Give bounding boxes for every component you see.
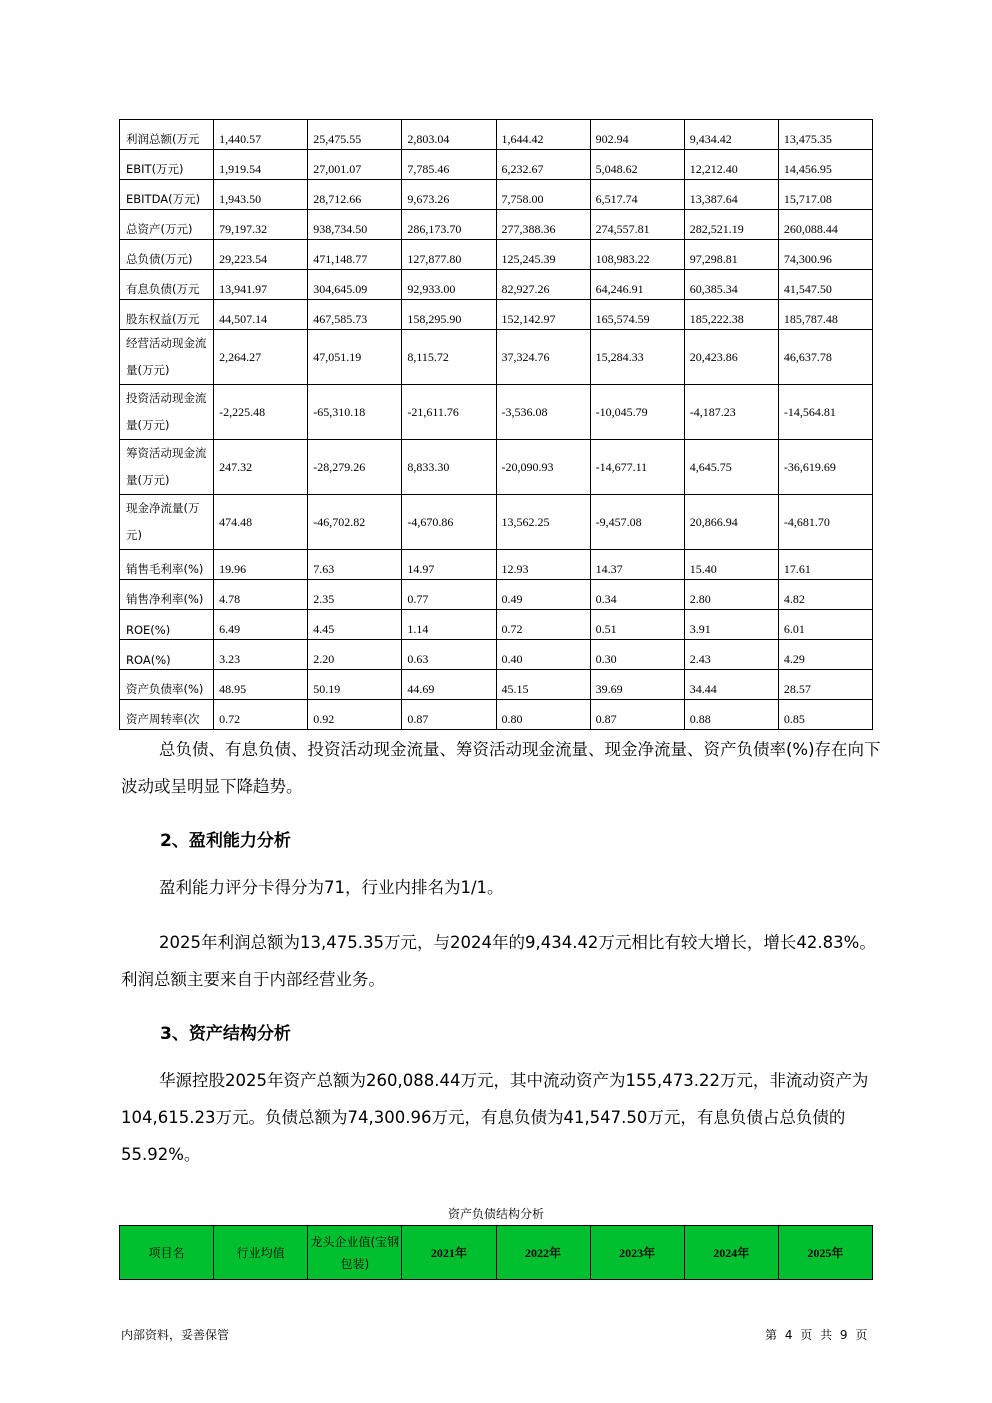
- table-cell: 260,088.44: [778, 210, 872, 240]
- table-cell: 28.57: [778, 670, 872, 700]
- table-cell: -28,279.26: [308, 440, 402, 495]
- header-year-2023: 2023年: [590, 1226, 684, 1280]
- row-label: 总负债(万元): [120, 240, 214, 270]
- table-row: [120, 330, 873, 385]
- table-cell: 0.88: [684, 700, 778, 730]
- balance-structure-table: [119, 1225, 873, 1280]
- table-row: [120, 210, 873, 240]
- table-cell: 2,803.04: [402, 120, 496, 150]
- table-cell: 0.87: [402, 700, 496, 730]
- table-cell: 7.63: [308, 550, 402, 580]
- table-cell: 9,434.42: [684, 120, 778, 150]
- header-item-name: 项目名: [120, 1226, 214, 1280]
- trend-paragraph: 总负债、有息负债、投资活动现金流量、筹资活动现金流量、现金净流量、资产负债率(%)存在向下波动或呈明显下降趋势。: [121, 740, 881, 796]
- table-cell: 6,232.67: [496, 150, 590, 180]
- table-cell: 15,284.33: [590, 330, 684, 385]
- table-cell: 0.72: [214, 700, 308, 730]
- table-cell: 3.91: [684, 610, 778, 640]
- table-cell: 185,222.38: [684, 300, 778, 330]
- header-year-2022: 2022年: [496, 1226, 590, 1280]
- table-cell: 467,585.73: [308, 300, 402, 330]
- table-cell: 2.43: [684, 640, 778, 670]
- profit-detail-paragraph: 2025年利润总额为13,475.35万元，与2024年的9,434.42万元相比有较大增长，增长42.83%。利润总额主要来自于内部经营业务。: [121, 933, 876, 989]
- heading-asset-structure: 3、资产结构分析: [160, 1024, 291, 1044]
- header-year-2025: 2025年: [778, 1226, 872, 1280]
- table-cell: 37,324.76: [496, 330, 590, 385]
- table-row: [120, 550, 873, 580]
- table-row: [120, 300, 873, 330]
- table-cell: 0.72: [496, 610, 590, 640]
- table-row: [120, 150, 873, 180]
- table-cell: 274,557.81: [590, 210, 684, 240]
- row-label: EBIT(万元): [120, 150, 214, 180]
- table-cell: 28,712.66: [308, 180, 402, 210]
- table-cell: 8,833.30: [402, 440, 496, 495]
- table-cell: -14,564.81: [778, 385, 872, 440]
- table-cell: 0.30: [590, 640, 684, 670]
- table-cell: -3,536.08: [496, 385, 590, 440]
- table-cell: 44,507.14: [214, 300, 308, 330]
- row-label: 筹资活动现金流量(万元): [120, 440, 214, 495]
- row-label: 有息负债(万元: [120, 270, 214, 300]
- table-cell: 74,300.96: [778, 240, 872, 270]
- table-cell: 64,246.91: [590, 270, 684, 300]
- table-cell: 902.94: [590, 120, 684, 150]
- table-cell: -2,225.48: [214, 385, 308, 440]
- table-cell: 127,877.80: [402, 240, 496, 270]
- table-cell: 8,115.72: [402, 330, 496, 385]
- table-cell: 4.82: [778, 580, 872, 610]
- table-cell: 0.77: [402, 580, 496, 610]
- table-cell: 5,048.62: [590, 150, 684, 180]
- table-cell: 82,927.26: [496, 270, 590, 300]
- table-cell: 185,787.48: [778, 300, 872, 330]
- table-cell: 125,245.39: [496, 240, 590, 270]
- table-cell: 4.45: [308, 610, 402, 640]
- table-cell: 4.78: [214, 580, 308, 610]
- table-cell: 2.35: [308, 580, 402, 610]
- table-cell: 1.14: [402, 610, 496, 640]
- table-cell: -10,045.79: [590, 385, 684, 440]
- table-cell: 4,645.75: [684, 440, 778, 495]
- table-cell: 97,298.81: [684, 240, 778, 270]
- table-cell: -14,677.11: [590, 440, 684, 495]
- table-cell: 108,983.22: [590, 240, 684, 270]
- header-year-2024: 2024年: [684, 1226, 778, 1280]
- table-cell: 48.95: [214, 670, 308, 700]
- table-cell: -21,611.76: [402, 385, 496, 440]
- row-label: 总资产(万元): [120, 210, 214, 240]
- table-cell: 50.19: [308, 670, 402, 700]
- row-label: ROA(%): [120, 640, 214, 670]
- table-row: [120, 270, 873, 300]
- asset-detail-paragraph: 华源控股2025年资产总额为260,088.44万元，其中流动资产为155,473.22万元，非流动资产为104,615.23万元。负债总额为74,300.96万元，有息负债为41,547.50万元，有息负债占总负债的55.92%。: [121, 1071, 869, 1164]
- table-cell: 0.51: [590, 610, 684, 640]
- table-cell: 13,941.97: [214, 270, 308, 300]
- table-cell: 938,734.50: [308, 210, 402, 240]
- table-cell: -4,670.86: [402, 495, 496, 550]
- row-label: 资产负债率(%): [120, 670, 214, 700]
- table-cell: 0.92: [308, 700, 402, 730]
- table-cell: 39.69: [590, 670, 684, 700]
- table-cell: 0.80: [496, 700, 590, 730]
- table-cell: 282,521.19: [684, 210, 778, 240]
- table-cell: 277,388.36: [496, 210, 590, 240]
- table-cell: 304,645.09: [308, 270, 402, 300]
- table-cell: 286,173.70: [402, 210, 496, 240]
- footer-page-number: 第 4 页 共 9 页: [765, 1328, 868, 1342]
- table-cell: -36,619.69: [778, 440, 872, 495]
- table-cell: 0.40: [496, 640, 590, 670]
- row-label: 资产周转率(次: [120, 700, 214, 730]
- table-row: [120, 385, 873, 440]
- table-cell: -4,187.23: [684, 385, 778, 440]
- table-cell: 12.93: [496, 550, 590, 580]
- table-cell: 1,644.42: [496, 120, 590, 150]
- table-cell: 0.49: [496, 580, 590, 610]
- table-cell: 2.20: [308, 640, 402, 670]
- table-row: [120, 700, 873, 730]
- header-industry-average: 行业均值: [214, 1226, 308, 1280]
- table-cell: 15,717.08: [778, 180, 872, 210]
- row-label: 现金净流量(万元): [120, 495, 214, 550]
- table-cell: 152,142.97: [496, 300, 590, 330]
- financial-data-table: [119, 119, 873, 730]
- table-cell: 19.96: [214, 550, 308, 580]
- table-cell: 34.44: [684, 670, 778, 700]
- table-row: [120, 580, 873, 610]
- table-cell: -4,681.70: [778, 495, 872, 550]
- row-label: 销售净利率(%): [120, 580, 214, 610]
- table-row: [120, 180, 873, 210]
- row-label: EBITDA(万元): [120, 180, 214, 210]
- row-label: 销售毛利率(%): [120, 550, 214, 580]
- table-cell: 4.29: [778, 640, 872, 670]
- table-cell: 158,295.90: [402, 300, 496, 330]
- table-cell: 12,212.40: [684, 150, 778, 180]
- table-row: [120, 440, 873, 495]
- table-cell: 14.97: [402, 550, 496, 580]
- table-cell: 3.23: [214, 640, 308, 670]
- table-cell: 1,440.57: [214, 120, 308, 150]
- table-cell: 6.49: [214, 610, 308, 640]
- table-cell: 2,264.27: [214, 330, 308, 385]
- table-cell: 2.80: [684, 580, 778, 610]
- table-cell: 9,673.26: [402, 180, 496, 210]
- table-cell: 0.63: [402, 640, 496, 670]
- table-cell: 0.34: [590, 580, 684, 610]
- table-row: [120, 610, 873, 640]
- table-cell: 1,943.50: [214, 180, 308, 210]
- table-cell: 92,933.00: [402, 270, 496, 300]
- table-cell: -46,702.82: [308, 495, 402, 550]
- table-cell: 17.61: [778, 550, 872, 580]
- table-cell: 20,423.86: [684, 330, 778, 385]
- table-row: [120, 670, 873, 700]
- header-year-2021: 2021年: [402, 1226, 496, 1280]
- table-cell: 6,517.74: [590, 180, 684, 210]
- balance-table-header-row: [120, 1226, 873, 1280]
- table-cell: 1,919.54: [214, 150, 308, 180]
- table-cell: 29,223.54: [214, 240, 308, 270]
- table-cell: 44.69: [402, 670, 496, 700]
- balance-table-caption: 资产负债结构分析: [447, 1207, 544, 1221]
- row-label: 投资活动现金流量(万元): [120, 385, 214, 440]
- table-cell: -9,457.08: [590, 495, 684, 550]
- row-label: ROE(%): [120, 610, 214, 640]
- table-row: [120, 495, 873, 550]
- table-cell: 7,758.00: [496, 180, 590, 210]
- table-cell: 7,785.46: [402, 150, 496, 180]
- table-cell: 6.01: [778, 610, 872, 640]
- table-cell: 15.40: [684, 550, 778, 580]
- header-leader-value: 龙头企业值(宝钢包装): [308, 1226, 402, 1280]
- table-cell: 41,547.50: [778, 270, 872, 300]
- table-cell: -20,090.93: [496, 440, 590, 495]
- row-label: 经营活动现金流量(万元): [120, 330, 214, 385]
- table-row: [120, 240, 873, 270]
- table-cell: 14,456.95: [778, 150, 872, 180]
- profit-score-paragraph: 盈利能力评分卡得分为71，行业内排名为1/1。: [159, 878, 504, 897]
- table-cell: 13,475.35: [778, 120, 872, 150]
- table-cell: 0.87: [590, 700, 684, 730]
- table-cell: 474.48: [214, 495, 308, 550]
- table-cell: 20,866.94: [684, 495, 778, 550]
- table-cell: 0.85: [778, 700, 872, 730]
- table-row: [120, 640, 873, 670]
- table-cell: 60,385.34: [684, 270, 778, 300]
- heading-profitability: 2、盈利能力分析: [160, 831, 291, 851]
- row-label: 利润总额(万元: [120, 120, 214, 150]
- table-cell: 471,148.77: [308, 240, 402, 270]
- table-cell: 165,574.59: [590, 300, 684, 330]
- table-cell: 14.37: [590, 550, 684, 580]
- table-cell: 247.32: [214, 440, 308, 495]
- footer-confidential-note: 内部资料，妥善保管: [121, 1328, 230, 1342]
- table-cell: 13,562.25: [496, 495, 590, 550]
- table-cell: 79,197.32: [214, 210, 308, 240]
- table-cell: 27,001.07: [308, 150, 402, 180]
- table-row: [120, 120, 873, 150]
- row-label: 股东权益(万元: [120, 300, 214, 330]
- table-cell: 25,475.55: [308, 120, 402, 150]
- table-cell: 13,387.64: [684, 180, 778, 210]
- table-cell: 47,051.19: [308, 330, 402, 385]
- table-cell: -65,310.18: [308, 385, 402, 440]
- table-cell: 46,637.78: [778, 330, 872, 385]
- table-cell: 45.15: [496, 670, 590, 700]
